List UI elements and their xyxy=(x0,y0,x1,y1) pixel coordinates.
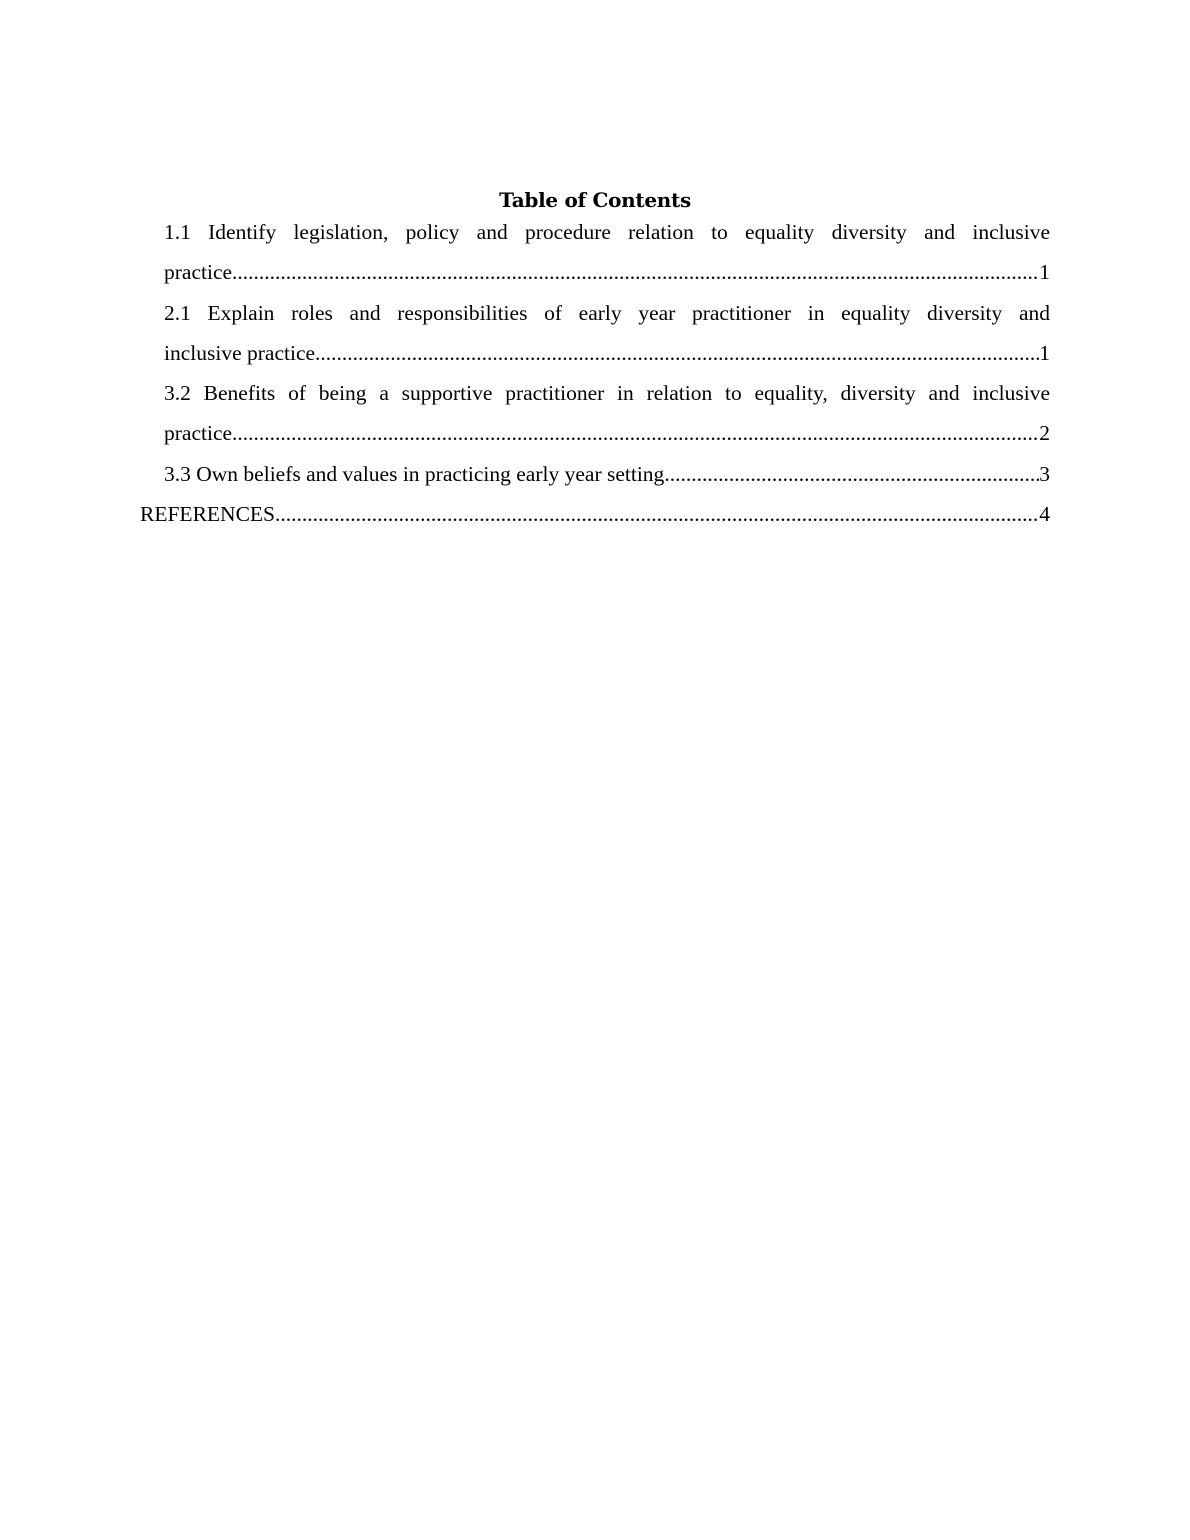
toc-page-number: 2 xyxy=(1039,421,1050,446)
toc-entry-text: 3.3 Own beliefs and values in practicing early year setting xyxy=(164,461,665,486)
dot-leader xyxy=(232,252,1039,292)
toc-entry-text: inclusive practice xyxy=(164,340,316,365)
toc-entry-line xyxy=(140,494,1050,534)
toc-page-number: 1 xyxy=(1039,260,1050,285)
dot-leader xyxy=(275,494,1039,534)
toc-entry-line xyxy=(164,413,1050,453)
dot-leader xyxy=(232,413,1039,453)
toc-page-number: 4 xyxy=(1039,502,1050,527)
toc-entry-1-1[interactable] xyxy=(140,212,1050,293)
toc-entry-text: REFERENCES xyxy=(140,502,275,527)
toc-title: Table of Contents xyxy=(499,188,691,212)
toc-entry-2-1[interactable] xyxy=(140,293,1050,374)
dot-leader xyxy=(664,454,1039,494)
toc-entry-3-2[interactable] xyxy=(140,373,1050,454)
toc-entry-text: 3.2 Benefits of being a supportive practitioner in relation to equality, diversity and inclusive xyxy=(164,381,1050,406)
toc-entry-3-3[interactable] xyxy=(140,454,1050,494)
toc-entry-line xyxy=(164,333,1050,373)
toc-list xyxy=(140,212,1050,534)
toc-entry-line xyxy=(164,454,1050,494)
toc-page-number: 3 xyxy=(1039,461,1050,486)
toc-entry-references[interactable] xyxy=(140,494,1050,534)
toc-entry-text: 1.1 Identify legislation, policy and procedure relation to equality diversity and inclusive xyxy=(164,220,1050,244)
toc-entry-text: practice xyxy=(164,260,233,285)
dot-leader xyxy=(315,333,1039,373)
toc-entry-text: practice xyxy=(164,421,233,446)
toc-entry-line xyxy=(164,252,1050,292)
toc-page-number: 1 xyxy=(1039,340,1050,365)
toc-entry-text: 2.1 Explain roles and responsibilities of early year practitioner in equality diversity and xyxy=(164,300,1050,325)
